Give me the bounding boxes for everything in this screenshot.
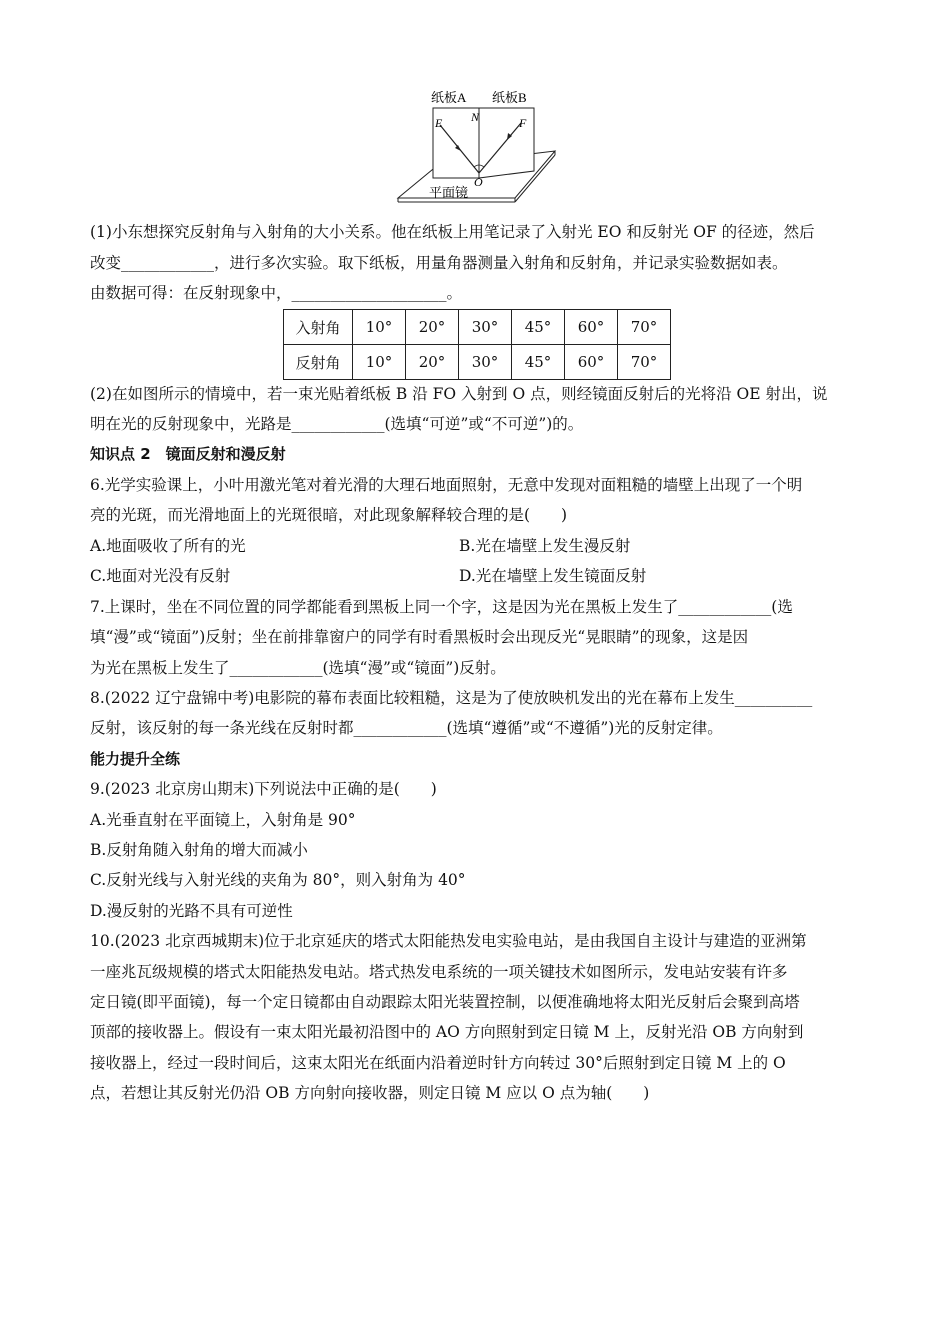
q10-line2: 一座兆瓦级规模的塔式太阳能热发电站。塔式热发电系统的一项关键技术如图所示，发电站安装有许多 <box>90 963 788 981</box>
q9-option-a: A.光垂直射在平面镜上，入射角是 90° <box>90 811 356 829</box>
q10-line4: 顶部的接收器上。假设有一束太阳光最初沿图中的 AO 方向照射到定日镜 M 上，反射光沿 OB 方向射到 <box>90 1023 804 1041</box>
q1-line2: 改变____________，进行多次实验。取下纸板，用量角器测量入射角和反射角，并记录实验数据如表。 <box>90 254 788 272</box>
section-heading-3: 能力提升全练 <box>90 750 181 768</box>
q9-option-c: C.反射光线与入射光线的夹角为 80°，则入射角为 40° <box>90 871 466 889</box>
table-cell: 45° <box>512 345 565 380</box>
q6-option-b: B.光在墙壁上发生漫反射 <box>459 537 631 555</box>
label-o: O <box>474 175 483 189</box>
q7-line3: 为光在黑板上发生了____________(选填“漫”或“镜面”)反射。 <box>90 659 506 677</box>
angle-data-table <box>283 309 671 380</box>
table-cell: 60° <box>565 345 618 380</box>
label-board-a: 纸板A <box>431 90 467 105</box>
q9-stem: 9.(2023 北京房山期末)下列说法中正确的是( ) <box>90 780 437 798</box>
q6-option-a: A.地面吸收了所有的光 <box>90 537 246 555</box>
table-cell: 20° <box>406 310 459 345</box>
table-cell: 70° <box>618 345 671 380</box>
label-plane-mirror: 平面镜 <box>429 185 469 200</box>
q7-line2: 填“漫”或“镜面”)反射；坐在前排靠窗户的同学有时看黑板时会出现反光“晃眼睛”的现象，这是因 <box>90 628 749 646</box>
q6-line1: 6.光学实验课上，小叶用激光笔对着光滑的大理石地面照射，无意中发现对面粗糙的墙壁上出现了一个明 <box>90 476 803 494</box>
table-row <box>284 345 671 380</box>
q7-line1: 7.上课时，坐在不同位置的同学都能看到黑板上同一个字，这是因为光在黑板上发生了____________(选 <box>90 598 793 616</box>
table-row <box>284 310 671 345</box>
q2-line2: 明在光的反射现象中，光路是____________(选填“可逆”或“不可逆”)的。 <box>90 415 584 433</box>
table-cell: 30° <box>459 310 512 345</box>
q6-option-c: C.地面对光没有反射 <box>90 567 231 585</box>
q9-option-b: B.反射角随入射角的增大而减小 <box>90 841 308 859</box>
q10-line5: 接收器上，经过一段时间后，这束太阳光在纸面内沿着逆时针方向转过 30°后照射到定日镜 M 上的 O <box>90 1054 786 1072</box>
q2-line1: (2)在如图所示的情境中，若一束光贴着纸板 B 沿 FO 入射到 O 点，则经镜面反射后的光将沿 OE 射出，说 <box>90 385 828 403</box>
q8-line2: 反射，该反射的每一条光线在反射时都____________(选填“遵循”或“不遵循”)光的反射定律。 <box>90 719 723 737</box>
label-f: F <box>519 116 527 130</box>
table-cell: 10° <box>353 345 406 380</box>
q10-line6: 点，若想让其反射光仍沿 OB 方向射向接收器，则定日镜 M 应以 O 点为轴( ) <box>90 1084 650 1102</box>
q10-line1: 10.(2023 北京西城期末)位于北京延庆的塔式太阳能热发电实验电站，是由我国自主设计与建造的亚洲第 <box>90 932 807 950</box>
table-cell: 70° <box>618 310 671 345</box>
table-cell: 10° <box>353 310 406 345</box>
q1-line3: 由数据可得：在反射现象中，____________________。 <box>90 284 463 302</box>
q6-option-d: D.光在墙壁上发生镜面反射 <box>459 567 647 585</box>
q1-line1: (1)小东想探究反射角与入射角的大小关系。他在纸板上用笔记录了入射光 EO 和反射光 OF 的径迹，然后 <box>90 223 815 241</box>
section-heading-2: 知识点 2 镜面反射和漫反射 <box>90 445 286 463</box>
reflection-experiment-figure <box>395 85 565 210</box>
label-n: N <box>471 110 480 124</box>
table-header-incident: 入射角 <box>284 310 353 345</box>
q10-line3: 定日镜(即平面镜)，每一个定日镜都由自动跟踪太阳光装置控制，以便准确地将太阳光反射后会聚到高塔 <box>90 993 800 1011</box>
table-header-reflect: 反射角 <box>284 345 353 380</box>
label-board-b: 纸板B <box>492 90 527 105</box>
table-cell: 45° <box>512 310 565 345</box>
table-cell: 60° <box>565 310 618 345</box>
table-cell: 20° <box>406 345 459 380</box>
q9-option-d: D.漫反射的光路不具有可逆性 <box>90 902 293 920</box>
q8-line1: 8.(2022 辽宁盘锦中考)电影院的幕布表面比较粗糙，这是为了使放映机发出的光在幕布上发生__________ <box>90 689 813 707</box>
q6-line2: 亮的光斑，而光滑地面上的光斑很暗，对此现象解释较合理的是( ) <box>90 506 568 524</box>
table-cell: 30° <box>459 345 512 380</box>
label-e: E <box>435 116 443 130</box>
